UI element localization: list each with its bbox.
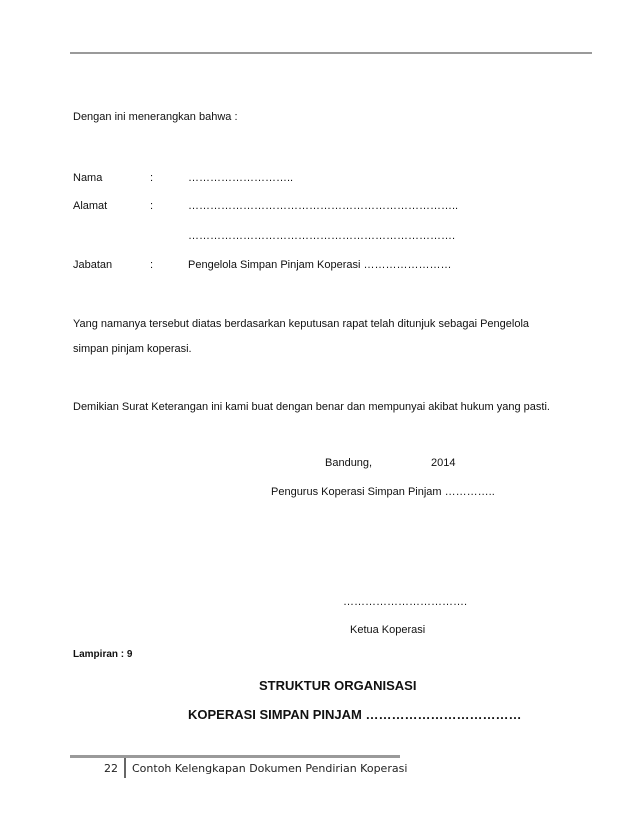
field-label-alamat: Alamat xyxy=(73,200,108,212)
field-value-jabatan: Pengelola Simpan Pinjam Koperasi …………………… xyxy=(188,259,452,271)
heading-struktur: STRUKTUR ORGANISASI xyxy=(259,678,417,693)
footer-page-number: 22 xyxy=(104,762,118,775)
field-value-nama: ……………………….. xyxy=(188,172,294,184)
paragraph-1-line-2: simpan pinjam koperasi. xyxy=(73,343,192,355)
field-colon-alamat: : xyxy=(150,200,154,212)
heading-koperasi: KOPERASI SIMPAN PINJAM ……………………………… xyxy=(188,707,522,722)
footer-divider xyxy=(124,758,126,778)
paragraph-1-line-1: Yang namanya tersebut diatas berdasarkan keputusan rapat telah ditunjuk sebagai Pengelola xyxy=(73,318,530,330)
field-colon-nama: : xyxy=(150,172,154,184)
signature-year: 2014 xyxy=(431,457,456,469)
signature-org: Pengurus Koperasi Simpan Pinjam ………….. xyxy=(271,486,495,498)
signature-dots: ……………………………. xyxy=(343,596,468,608)
header-rule xyxy=(70,52,592,54)
field-label-nama: Nama xyxy=(73,172,103,184)
footer-text: Contoh Kelengkapan Dokumen Pendirian Koperasi xyxy=(132,762,408,775)
field-label-jabatan: Jabatan xyxy=(73,259,113,271)
field-colon-jabatan: : xyxy=(150,259,154,271)
intro-text: Dengan ini menerangkan bahwa : xyxy=(73,111,238,123)
footer-rule xyxy=(70,755,400,758)
paragraph-2: Demikian Surat Keterangan ini kami buat dengan benar dan mempunyai akibat hukum yang pasti. xyxy=(73,401,550,413)
signature-title: Ketua Koperasi xyxy=(350,624,426,636)
field-value-alamat-2: ………………………………………………………………. xyxy=(188,230,456,242)
field-value-alamat: ……………………………………………………………….. xyxy=(188,200,459,212)
signature-city: Bandung, xyxy=(325,457,373,469)
lampiran-label: Lampiran : 9 xyxy=(73,649,133,660)
